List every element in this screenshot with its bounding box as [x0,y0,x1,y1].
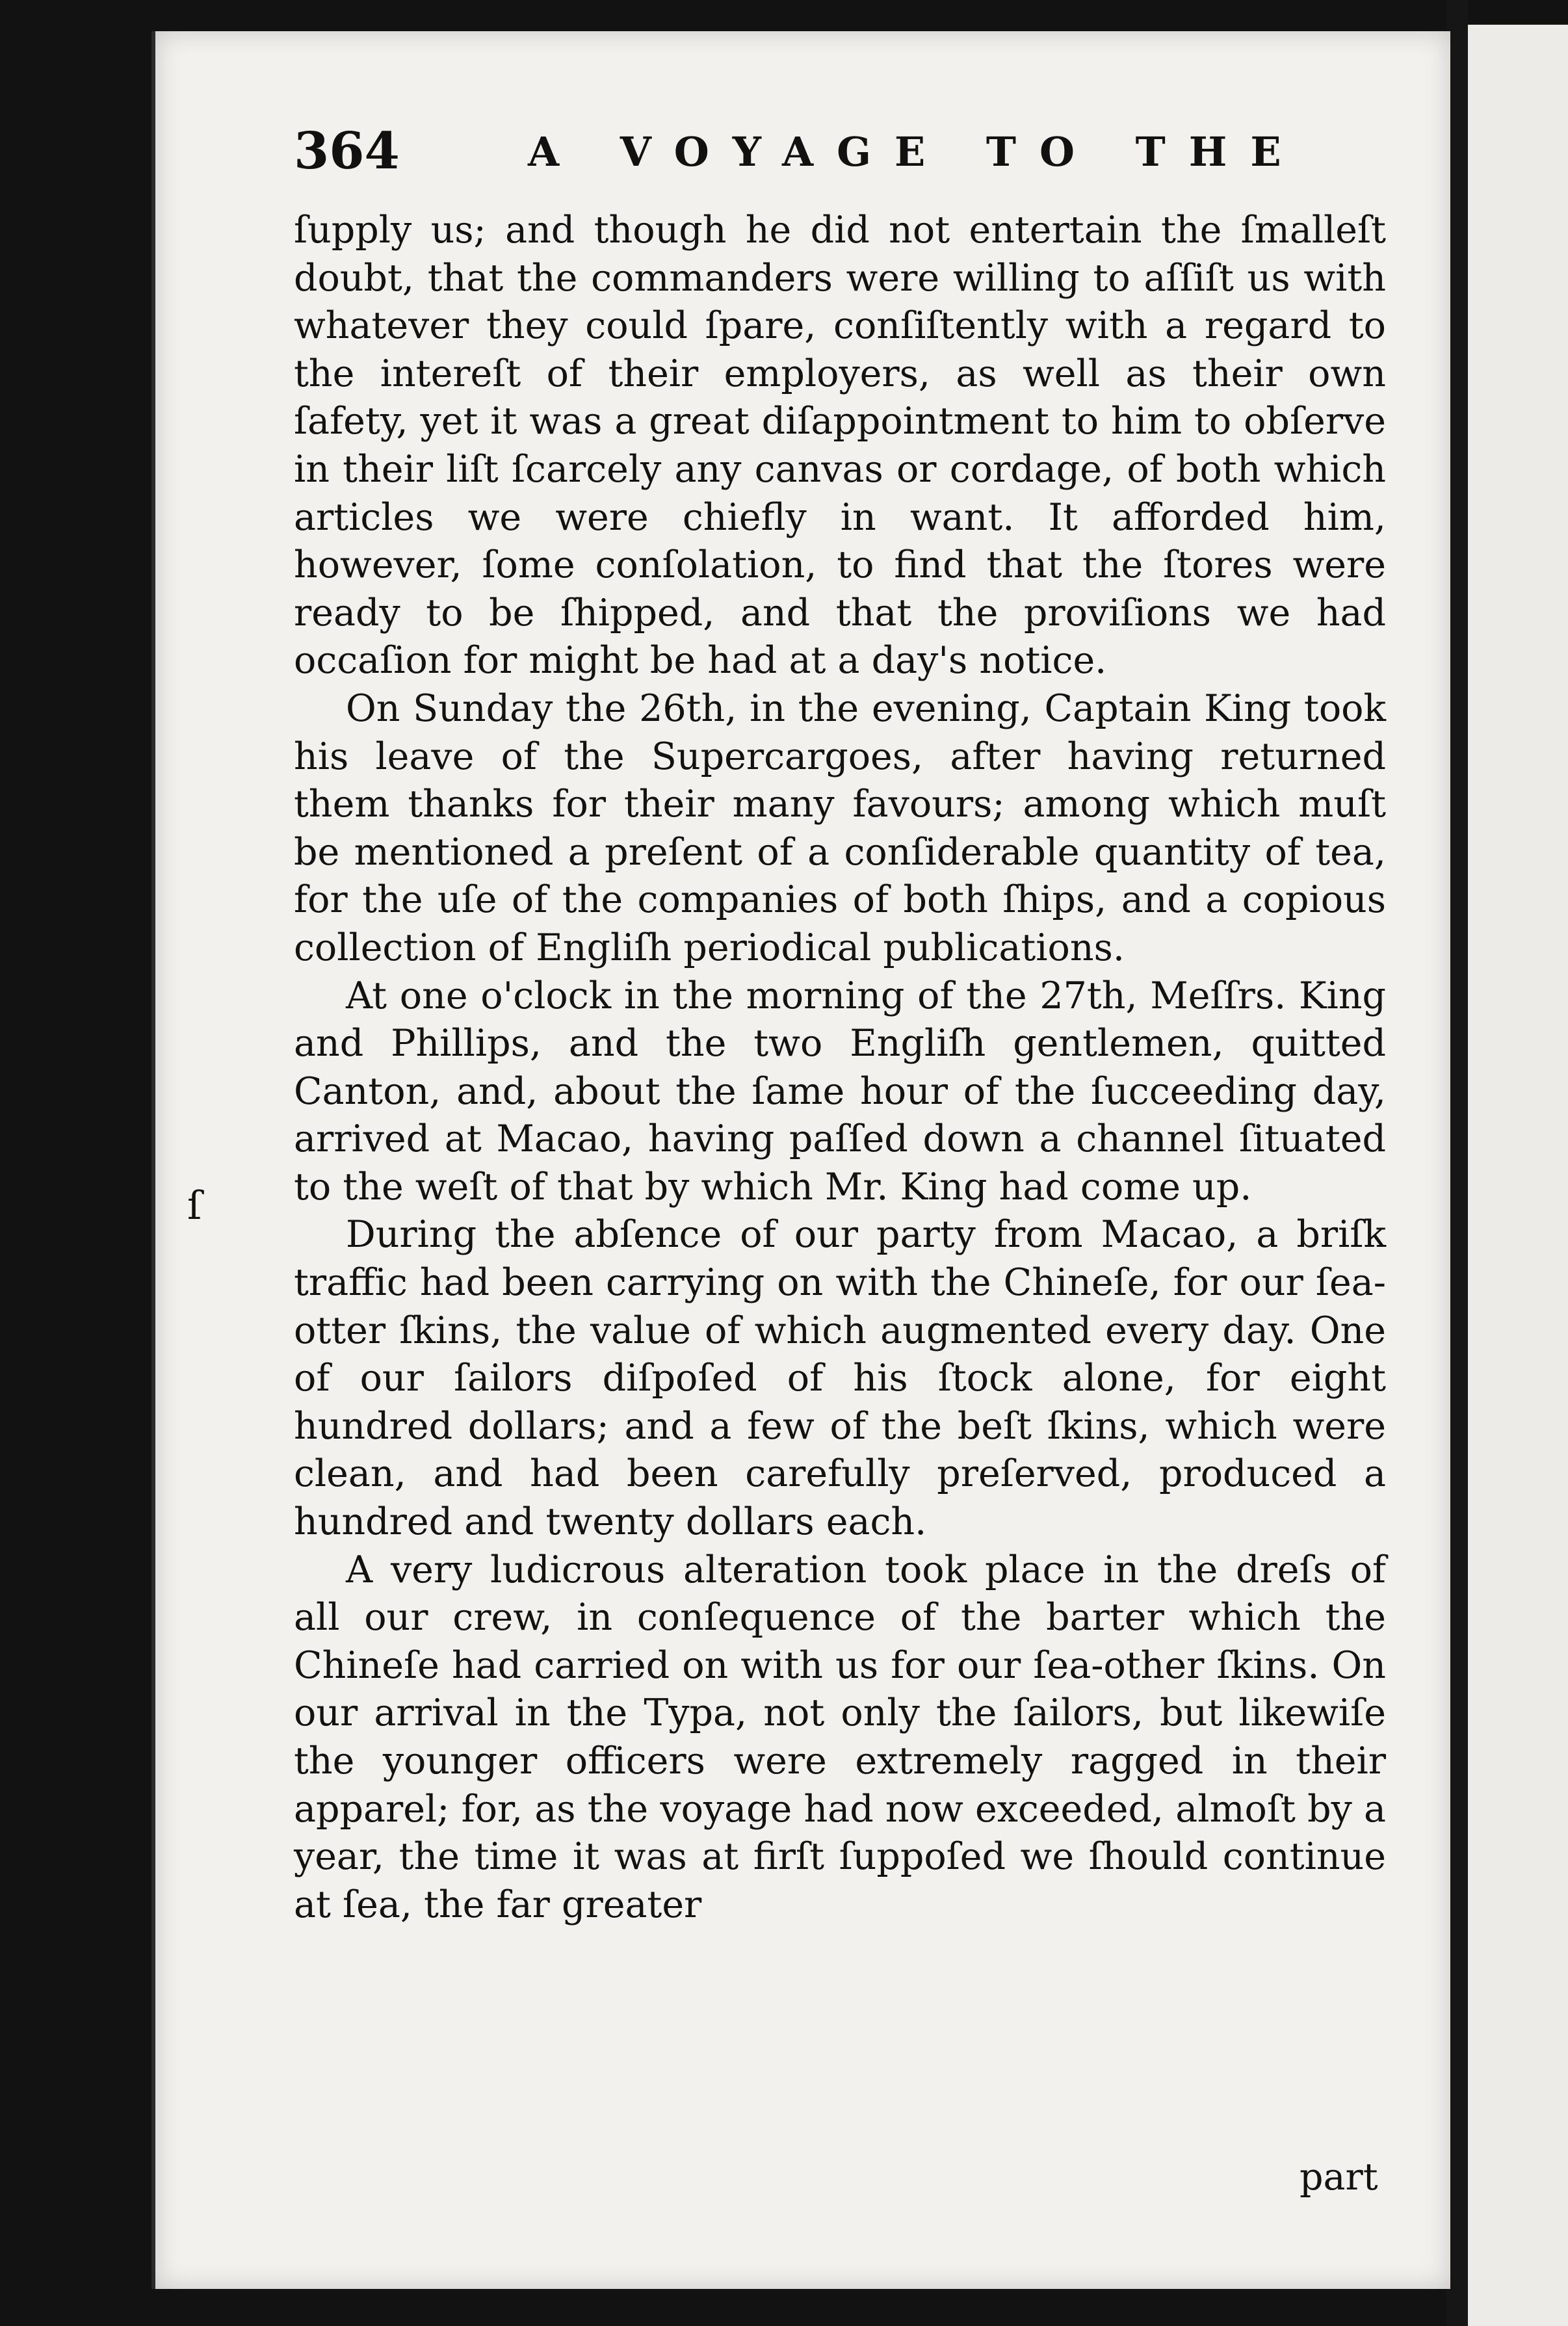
page-number: 364 [294,122,400,181]
paragraph-4: During the abſence of our party from Macao, a briſk traffic had been carrying on with the Chineſe, for our ſea-otter ſkins, the value of which augmented every day. One of our ſailors diſpoſed of his ſtock alone, for eight hundred dollars; and a few of the beſt ſkins, which were clean, and had been carefully preſerved, produced a hundred and twenty dollars each. [294,1213,1386,1544]
paragraph-2: On Sunday the 26th, in the evening, Captain King took his leave of the Supercargoes, after having returned them thanks for their many favours; among which muſt be mentioned a preſent of a conſiderable quantity of tea, for the uſe of the companies of both ſhips, and a copious collection of Engliſh periodical publications. [294,686,1386,969]
paragraph-3: At one o'clock in the morning of the 27th, Meſſrs. King and Phillips, and the two Engliſh gentlemen, quitted Canton, and, about the ſame hour of the ſucceeding day, arrived at Macao, having paſſed down a channel ſituated to the weſt of that by which Mr. King had come up. [294,974,1386,1209]
facing-page-edge [1468,25,1568,2326]
page-header [294,116,1418,200]
paragraph-1: ſupply us; and though he did not entertain the ſmalleſt doubt, that the commanders were willing to aſſiſt us with whatever they could ſpare, conſiſtently with a regard to the intereſt of their employers, as well as their own ſafety, yet it was a great diſappointment to him to obſerve in their liſt ſcarcely any canvas or cordage, of both which articles we were chiefly in want. It afforded him, however, ſome conſolation, to find that the ſtores were ready to be ſhipped, and that the proviſions we had occaſion for might be had at a day's notice. [294,209,1386,683]
book-page [151,31,1450,2289]
running-head: A VOYAGE TO THE [528,128,1305,176]
catchword: part [1300,2156,1378,2199]
paragraph-5: A very ludicrous alteration took place in the dreſs of all our crew, in conſequence of the barter which the Chineſe had carried on with us for our ſea-other ſkins. On our arrival in the Typa, not only the ſailors, but likewiſe the younger officers were extremely ragged in their apparel; for, as the voyage had now exceeded, almoſt by a year, the time it was at firſt ſuppoſed we ſhould continue at ſea, the far greater [294,1548,1386,1926]
ink-speck-mark: ſ [187,1183,202,1229]
body-text [294,207,1386,1929]
